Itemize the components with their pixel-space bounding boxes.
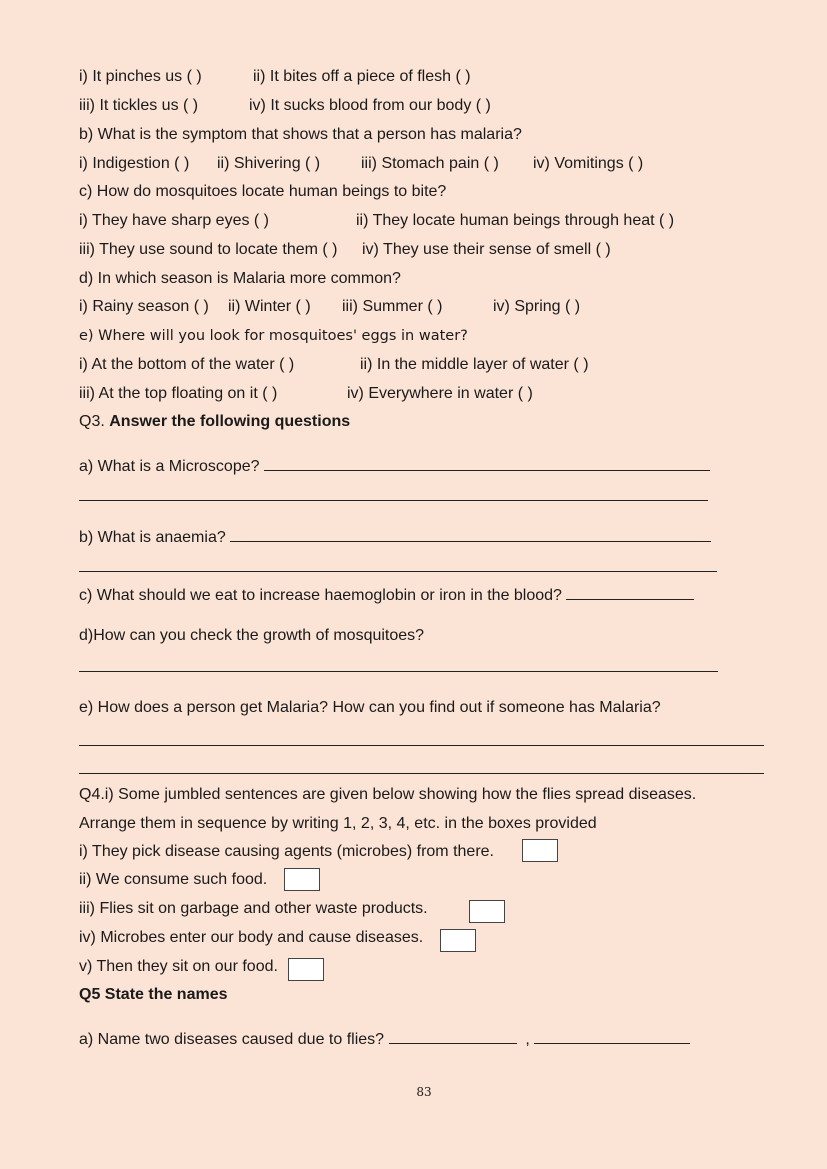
q3-prefix: Q3. <box>79 413 105 430</box>
answer-blank[interactable] <box>389 1029 517 1044</box>
jumbled-item: v) Then they sit on our food. <box>79 958 278 975</box>
question-b: b) What is the symptom that shows that a person has malaria? <box>79 126 522 143</box>
question-e: e) Where will you look for mosquitoes' eggs in water? <box>79 328 468 344</box>
q3-e: e) How does a person get Malaria? How can you find out if someone has Malaria? <box>79 699 661 716</box>
answer-blank[interactable] <box>566 585 694 600</box>
option: iii) Stomach pain ( ) <box>361 155 499 172</box>
answer-line[interactable] <box>79 500 708 501</box>
q3-a-text: a) What is a Microscope? <box>79 458 260 475</box>
option: i) They have sharp eyes ( ) <box>79 212 270 229</box>
q5-a <box>79 1029 690 1049</box>
q5-a-text: a) Name two diseases caused due to flies? <box>79 1031 385 1048</box>
answer-line[interactable] <box>79 745 764 746</box>
jumbled-item: ii) We consume such food. <box>79 871 268 888</box>
option: i) Indigestion ( ) <box>79 155 190 172</box>
question-d: d) In which season is Malaria more common? <box>79 270 401 287</box>
answer-line[interactable] <box>79 671 718 672</box>
option: iv) They use their sense of smell ( ) <box>362 241 611 258</box>
q4-instruction: Arrange them in sequence by writing 1, 2, 3, 4, etc. in the boxes provided <box>79 815 597 832</box>
q3-c <box>79 585 694 605</box>
option: ii) Shivering ( ) <box>217 155 321 172</box>
option: iii) Summer ( ) <box>342 298 443 315</box>
option: ii) It bites off a piece of flesh ( ) <box>253 68 471 85</box>
sequence-box[interactable] <box>522 839 558 862</box>
option: i) At the bottom of the water ( ) <box>79 356 295 373</box>
option: i) It pinches us ( ) <box>79 68 202 85</box>
sequence-box[interactable] <box>288 958 324 981</box>
sequence-box[interactable] <box>469 900 505 923</box>
option: iii) It tickles us ( ) <box>79 97 199 114</box>
option: iii) They use sound to locate them ( ) <box>79 241 338 258</box>
sequence-box[interactable] <box>284 868 320 891</box>
q3-b <box>79 527 711 547</box>
option: iv) Spring ( ) <box>493 298 581 315</box>
answer-blank[interactable] <box>534 1029 690 1044</box>
separator: , <box>525 1031 530 1048</box>
page-number: 83 <box>416 1085 432 1099</box>
option: ii) They locate human beings through heat ( ) <box>356 212 675 229</box>
q3-heading <box>79 413 350 431</box>
answer-line[interactable] <box>79 571 717 572</box>
option: iii) At the top floating on it ( ) <box>79 385 278 402</box>
question-c: c) How do mosquitoes locate human beings to bite? <box>79 183 447 200</box>
q3-a <box>79 456 710 476</box>
q4-title: Q4.i) Some jumbled sentences are given below showing how the flies spread diseases. <box>79 786 697 803</box>
q5-title: Q5 State the names <box>79 986 228 1003</box>
answer-blank[interactable] <box>264 456 710 471</box>
option: ii) Winter ( ) <box>228 298 311 315</box>
q3-b-text: b) What is anaemia? <box>79 529 226 546</box>
option: iv) Vomitings ( ) <box>533 155 644 172</box>
sequence-box[interactable] <box>440 929 476 952</box>
option: ii) In the middle layer of water ( ) <box>360 356 589 373</box>
option: iv) Everywhere in water ( ) <box>347 385 533 402</box>
jumbled-item: i) They pick disease causing agents (microbes) from there. <box>79 843 494 860</box>
q3-c-text: c) What should we eat to increase haemoglobin or iron in the blood? <box>79 587 562 604</box>
jumbled-item: iv) Microbes enter our body and cause diseases. <box>79 929 424 946</box>
q3-d: d)How can you check the growth of mosquitoes? <box>79 627 425 644</box>
answer-blank[interactable] <box>230 527 711 542</box>
q3-title: Answer the following questions <box>109 413 351 430</box>
option: i) Rainy season ( ) <box>79 298 209 315</box>
option: iv) It sucks blood from our body ( ) <box>249 97 491 114</box>
jumbled-item: iii) Flies sit on garbage and other waste products. <box>79 900 428 917</box>
answer-line[interactable] <box>79 773 764 774</box>
